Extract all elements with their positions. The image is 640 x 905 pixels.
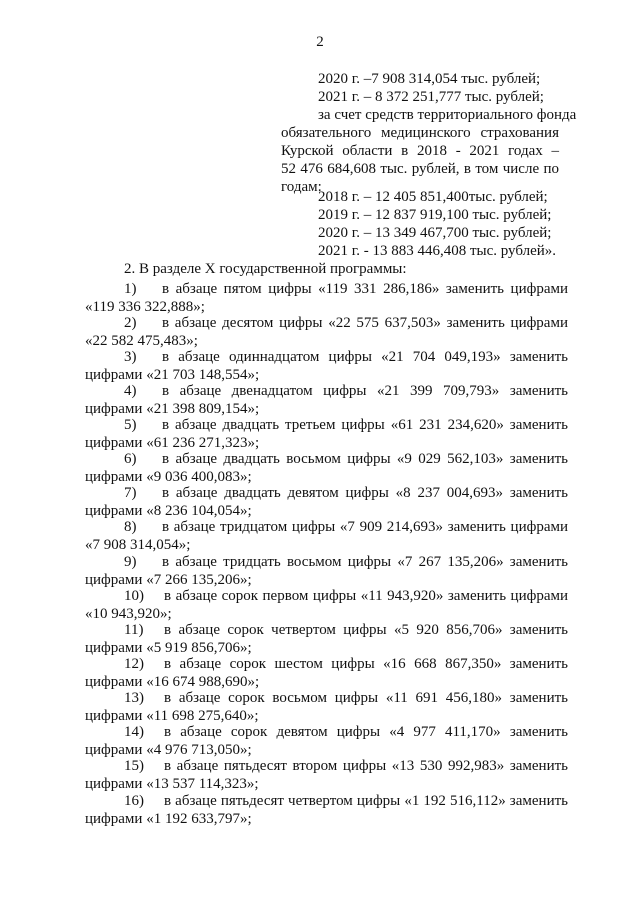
item-number: 7): [124, 485, 137, 501]
item-text: в абзаце сорок восьмом цифры «11 691 456,180» заменить: [164, 690, 568, 706]
funding-2021-line: 2021 г. – 8 372 251,777 тыс. рублей;: [318, 89, 544, 105]
amendment-item: [124, 723, 568, 741]
item-continuation: цифрами «8 236 104,054»;: [85, 503, 252, 519]
item-text: в абзаце сорок шестом цифры «16 668 867,350» заменить: [164, 656, 568, 672]
item-continuation: цифрами «13 537 114,323»;: [85, 776, 259, 792]
item-text: в абзаце пятьдесят четвертом цифры «1 192 516,112» заменить: [164, 793, 568, 809]
funding-2020-line: 2020 г. –7 908 314,054 тыс. рублей;: [318, 71, 541, 87]
amendment-item: [124, 382, 568, 400]
item-number: 12): [124, 656, 144, 672]
item-text: в абзаце сорок девятом цифры «4 977 411,170» заменить: [164, 724, 568, 740]
item-continuation: цифрами «1 192 633,797»;: [85, 811, 252, 827]
item-number: 10): [124, 588, 144, 604]
fund-paragraph-line: обязательного медицинского страхования: [281, 125, 559, 141]
funding-year-line: 2018 г. – 12 405 851,400тыс. рублей;: [318, 189, 548, 205]
item-continuation: «119 336 322,888»;: [85, 299, 205, 315]
item-continuation: цифрами «16 674 988,690»;: [85, 674, 260, 690]
item-continuation: «10 943,920»;: [85, 606, 172, 622]
item-continuation: цифрами «11 698 275,640»;: [85, 708, 259, 724]
amendment-item: [124, 621, 568, 639]
item-number: 5): [124, 417, 137, 433]
funding-year-line: 2019 г. – 12 837 919,100 тыс. рублей;: [318, 207, 552, 223]
item-text: в абзаце двадцать восьмом цифры «9 029 562,103» заменить: [162, 451, 568, 467]
item-number: 6): [124, 451, 137, 467]
funding-year-line: 2020 г. – 13 349 467,700 тыс. рублей;: [318, 225, 552, 241]
item-text: в абзаце пятьдесят втором цифры «13 530 992,983» заменить: [164, 758, 568, 774]
item-continuation: цифрами «4 976 713,050»;: [85, 742, 252, 758]
amendment-item: [124, 518, 568, 536]
item-number: 13): [124, 690, 144, 706]
amendment-item: [124, 655, 568, 673]
amendment-item: [124, 587, 568, 605]
item-number: 4): [124, 383, 137, 399]
amendment-item: [124, 792, 568, 810]
item-text: в абзаце двадцать третьем цифры «61 231 234,620» заменить: [162, 417, 568, 433]
item-text: в абзаце двадцать девятом цифры «8 237 004,693» заменить: [162, 485, 568, 501]
page-number: 2: [316, 34, 324, 50]
item-text: в абзаце сорок первом цифры «11 943,920» заменить цифрами: [164, 588, 568, 604]
fund-paragraph-line: 52 476 684,608 тыс. рублей, в том числе по: [281, 161, 559, 177]
section-heading: 2. В разделе X государственной программы:: [124, 261, 407, 277]
amendment-item: [124, 484, 568, 502]
item-text: в абзаце десятом цифры «22 575 637,503» заменить цифрами: [162, 315, 568, 331]
amendment-item: [124, 314, 568, 332]
amendment-item: [124, 757, 568, 775]
item-continuation: «7 908 314,054»;: [85, 537, 191, 553]
item-continuation: цифрами «7 266 135,206»;: [85, 572, 252, 588]
item-continuation: цифрами «21 398 809,154»;: [85, 401, 260, 417]
item-number: 2): [124, 315, 137, 331]
item-number: 9): [124, 554, 137, 570]
item-number: 15): [124, 758, 144, 774]
item-text: в абзаце пятом цифры «119 331 286,186» заменить цифрами: [162, 281, 568, 297]
item-number: 11): [124, 622, 144, 638]
item-continuation: цифрами «5 919 856,706»;: [85, 640, 252, 656]
item-continuation: цифрами «21 703 148,554»;: [85, 367, 260, 383]
item-continuation: цифрами «9 036 400,083»;: [85, 469, 252, 485]
amendment-item: [124, 348, 568, 366]
amendment-item: [124, 689, 568, 707]
item-number: 1): [124, 281, 137, 297]
item-text: в абзаце тридцать восьмом цифры «7 267 135,206» заменить: [162, 554, 568, 570]
item-continuation: «22 582 475,483»;: [85, 333, 198, 349]
item-continuation: цифрами «61 236 271,323»;: [85, 435, 260, 451]
amendment-item: [124, 280, 568, 298]
item-number: 14): [124, 724, 144, 740]
fund-paragraph: [281, 124, 559, 196]
item-number: 16): [124, 793, 144, 809]
amendment-item: [124, 553, 568, 571]
amendment-item: [124, 416, 568, 434]
item-number: 8): [124, 519, 137, 535]
fund-paragraph-line: Курской области в 2018 - 2021 годах –: [281, 143, 559, 159]
fund-paragraph-line: годам:: [281, 179, 322, 195]
item-text: в абзаце тридцатом цифры «7 909 214,693» заменить цифрами: [162, 519, 568, 535]
fund-intro-line: за счет средств территориального фонда: [318, 107, 577, 123]
item-text: в абзаце сорок четвертом цифры «5 920 856,706» заменить: [164, 622, 568, 638]
item-number: 3): [124, 349, 137, 365]
item-text: в абзаце двенадцатом цифры «21 399 709,793» заменить: [162, 383, 568, 399]
item-text: в абзаце одиннадцатом цифры «21 704 049,193» заменить: [162, 349, 568, 365]
funding-year-line: 2021 г. - 13 883 446,408 тыс. рублей».: [318, 243, 557, 259]
amendment-item: [124, 450, 568, 468]
